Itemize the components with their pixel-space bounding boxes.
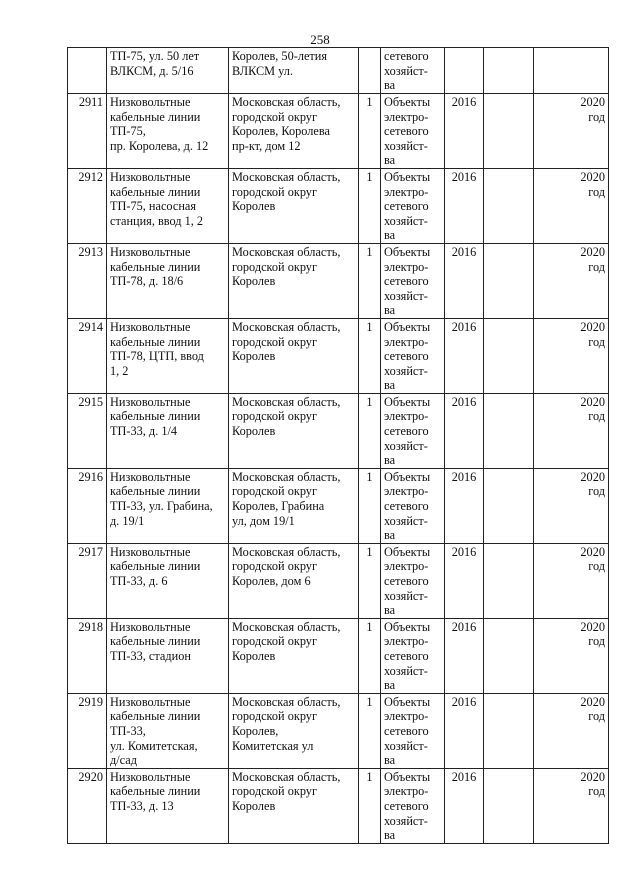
object-name-line: Низковольтные	[110, 244, 191, 259]
object-type-line: ва	[384, 528, 396, 543]
cell-year: 2016	[445, 543, 484, 618]
cell-quantity: 1	[359, 618, 381, 693]
object-name-line: ТП-33, д. 6	[110, 574, 168, 588]
cell-year: 2016	[445, 393, 484, 468]
term-line: год	[588, 709, 605, 724]
cell-address	[229, 768, 359, 843]
object-type-line: Объекты	[384, 769, 431, 784]
object-name-line: кабельные линии	[110, 784, 201, 799]
table-row	[68, 393, 609, 468]
cell-number: 2913	[68, 243, 107, 318]
address-line: Королев, дом 6	[232, 574, 311, 588]
object-name-line: Низковольтные	[110, 694, 191, 709]
cell-object-name	[107, 693, 229, 768]
term-line: 2020	[580, 769, 605, 784]
object-type-line: электро-	[384, 559, 429, 574]
cell-blank	[484, 393, 534, 468]
object-type-line: электро-	[384, 109, 429, 124]
cell-quantity	[359, 48, 381, 94]
cell-object-name	[107, 168, 229, 243]
object-type-line: электро-	[384, 709, 429, 724]
object-type-line: Объекты	[384, 394, 431, 409]
address-line: Королев	[232, 798, 276, 813]
address-line: городской округ	[232, 559, 317, 574]
cell-object-type	[381, 543, 445, 618]
cell-number: 2918	[68, 618, 107, 693]
cell-quantity: 1	[359, 543, 381, 618]
object-type-line: хозяйст-	[384, 813, 428, 828]
table-row	[68, 94, 609, 169]
cell-number: 2911	[68, 94, 107, 169]
cell-quantity: 1	[359, 318, 381, 393]
term-line: 2020	[580, 319, 605, 334]
cell-year: 2016	[445, 94, 484, 169]
cell-quantity: 1	[359, 768, 381, 843]
cell-quantity: 1	[359, 468, 381, 543]
term-line: год	[588, 109, 605, 124]
address-line: ВЛКСМ ул.	[232, 63, 293, 78]
object-type-line: сетевого	[384, 49, 429, 63]
object-name-line: кабельные линии	[110, 109, 201, 124]
address-line: Королев	[232, 274, 276, 289]
address-line: городской округ	[232, 634, 317, 649]
object-type-line: хозяйст-	[384, 63, 428, 78]
table-row	[68, 243, 609, 318]
cell-year: 2016	[445, 693, 484, 768]
cell-object-type	[381, 693, 445, 768]
object-type-line: Объекты	[384, 694, 431, 709]
term-line: 2020	[580, 694, 605, 709]
cell-blank	[484, 94, 534, 169]
object-type-line: сетевого	[384, 199, 429, 214]
term-line: год	[588, 634, 605, 649]
address-line: городской округ	[232, 709, 317, 724]
object-type-line: сетевого	[384, 574, 429, 588]
cell-blank	[484, 543, 534, 618]
object-type-line: сетевого	[384, 723, 429, 738]
address-line: Московская область,	[232, 694, 341, 709]
object-name-line: Низковольтные	[110, 544, 191, 559]
object-type-line: ва	[384, 453, 396, 468]
cell-object-type	[381, 393, 445, 468]
address-line: Московская область,	[232, 469, 341, 484]
object-type-line: ва	[384, 678, 396, 693]
cell-address	[229, 468, 359, 543]
cell-year: 2016	[445, 318, 484, 393]
table-row	[68, 318, 609, 393]
address-line: Комитетская ул	[232, 738, 314, 753]
cell-object-type	[381, 618, 445, 693]
object-type-line: хозяйст-	[384, 663, 428, 678]
cell-term	[534, 618, 609, 693]
object-name-line: пр. Королева, д. 12	[110, 138, 209, 153]
object-type-line: ва	[384, 828, 396, 843]
object-name-line: Низковольтные	[110, 469, 191, 484]
object-name-line: ТП-78, д. 18/6	[110, 274, 184, 289]
cell-term	[534, 168, 609, 243]
address-line: Королев	[232, 199, 276, 214]
object-type-line: Объекты	[384, 95, 431, 109]
object-name-line: д/сад	[110, 753, 137, 768]
page-number: 258	[310, 32, 330, 47]
cell-object-name	[107, 468, 229, 543]
object-name-line: Низковольтные	[110, 769, 191, 784]
cell-year: 2016	[445, 468, 484, 543]
cell-number: 2912	[68, 168, 107, 243]
object-type-line: ва	[384, 603, 396, 618]
object-type-line: электро-	[384, 784, 429, 799]
object-name-line: кабельные линии	[110, 709, 201, 724]
address-line: Московская область,	[232, 244, 341, 259]
table-row	[68, 468, 609, 543]
table-body	[68, 48, 609, 844]
object-name-line: Низковольтные	[110, 169, 191, 184]
object-name-line: Низковольтные	[110, 394, 191, 409]
cell-number: 2920	[68, 768, 107, 843]
cell-object-type	[381, 94, 445, 169]
cell-number	[68, 48, 107, 94]
cell-blank	[484, 693, 534, 768]
object-type-line: электро-	[384, 409, 429, 424]
address-line: пр-кт, дом 12	[232, 138, 301, 153]
address-line: городской округ	[232, 484, 317, 499]
object-name-line: ТП-75,	[110, 124, 146, 139]
object-type-line: ва	[384, 378, 396, 393]
address-line: ул, дом 19/1	[232, 513, 295, 528]
cell-quantity: 1	[359, 243, 381, 318]
object-name-line: ТП-33, стадион	[110, 648, 191, 663]
object-type-line: сетевого	[384, 349, 429, 364]
object-name-line: станция, ввод 1, 2	[110, 213, 204, 228]
cell-address	[229, 243, 359, 318]
cell-address	[229, 94, 359, 169]
address-line: Королев	[232, 648, 276, 663]
object-type-line: сетевого	[384, 274, 429, 289]
object-type-line: Объекты	[384, 319, 431, 334]
cell-quantity: 1	[359, 168, 381, 243]
cell-object-name	[107, 48, 229, 94]
object-type-line: электро-	[384, 484, 429, 499]
object-name-line: кабельные линии	[110, 334, 201, 349]
term-line: год	[588, 184, 605, 199]
object-name-line: ТП-33, д. 1/4	[110, 424, 178, 439]
cell-address	[229, 618, 359, 693]
cell-object-name	[107, 243, 229, 318]
term-line: год	[588, 259, 605, 274]
object-type-line: электро-	[384, 184, 429, 199]
cell-blank	[484, 768, 534, 843]
cell-year: 2016	[445, 168, 484, 243]
object-name-line: д. 19/1	[110, 513, 145, 528]
address-line: городской округ	[232, 109, 317, 124]
object-name-line: Низковольтные	[110, 95, 191, 109]
cell-term	[534, 693, 609, 768]
object-type-line: Объекты	[384, 244, 431, 259]
object-type-line: хозяйст-	[384, 213, 428, 228]
term-line: год	[588, 409, 605, 424]
object-type-line: сетевого	[384, 798, 429, 813]
term-line: 2020	[580, 469, 605, 484]
cell-year: 2016	[445, 243, 484, 318]
cell-object-name	[107, 768, 229, 843]
cell-number: 2919	[68, 693, 107, 768]
object-type-line: Объекты	[384, 469, 431, 484]
object-name-line: кабельные линии	[110, 484, 201, 499]
address-line: городской округ	[232, 334, 317, 349]
object-name-line: кабельные линии	[110, 259, 201, 274]
object-type-line: ва	[384, 228, 396, 243]
cell-object-name	[107, 393, 229, 468]
address-line: городской округ	[232, 259, 317, 274]
object-type-line: сетевого	[384, 124, 429, 139]
address-line: городской округ	[232, 184, 317, 199]
table-row	[68, 618, 609, 693]
cell-term	[534, 94, 609, 169]
address-line: Московская область,	[232, 169, 341, 184]
object-name-line: кабельные линии	[110, 634, 201, 649]
object-name-line: кабельные линии	[110, 559, 201, 574]
table-row	[68, 768, 609, 843]
address-line: Московская область,	[232, 95, 341, 109]
cell-quantity: 1	[359, 393, 381, 468]
cell-object-name	[107, 318, 229, 393]
cell-object-type	[381, 318, 445, 393]
object-type-line: Объекты	[384, 619, 431, 634]
table-row	[68, 693, 609, 768]
address-line: Московская область,	[232, 544, 341, 559]
cell-blank	[484, 243, 534, 318]
term-line: 2020	[580, 619, 605, 634]
term-line: год	[588, 559, 605, 574]
object-name-line: ул. Комитетская,	[110, 738, 198, 753]
object-type-line: электро-	[384, 634, 429, 649]
cell-year: 2016	[445, 768, 484, 843]
address-line: Московская область,	[232, 619, 341, 634]
cell-address	[229, 168, 359, 243]
address-line: городской округ	[232, 784, 317, 799]
term-line: 2020	[580, 244, 605, 259]
object-name-line: ТП-33, д. 13	[110, 798, 174, 813]
address-line: Королев, 50-летия	[232, 49, 328, 63]
object-name-line: ВЛКСМ, д. 5/16	[110, 63, 194, 78]
object-type-line: ва	[384, 753, 396, 768]
cell-term	[534, 243, 609, 318]
cell-blank	[484, 468, 534, 543]
address-line: Московская область,	[232, 769, 341, 784]
term-line: 2020	[580, 544, 605, 559]
cell-address	[229, 393, 359, 468]
cell-object-type	[381, 243, 445, 318]
term-line: 2020	[580, 169, 605, 184]
cell-number: 2917	[68, 543, 107, 618]
cell-term	[534, 393, 609, 468]
cell-year	[445, 48, 484, 94]
address-line: Королев, Грабина	[232, 499, 325, 514]
address-line: Московская область,	[232, 319, 341, 334]
term-line: 2020	[580, 394, 605, 409]
object-type-line: электро-	[384, 259, 429, 274]
cell-blank	[484, 318, 534, 393]
object-type-line: ва	[384, 303, 396, 318]
cell-address	[229, 693, 359, 768]
cell-object-type	[381, 168, 445, 243]
cell-object-type	[381, 48, 445, 94]
object-name-line: ТП-75, насосная	[110, 199, 197, 214]
cell-quantity: 1	[359, 693, 381, 768]
cell-blank	[484, 168, 534, 243]
cell-address	[229, 48, 359, 94]
object-type-line: хозяйст-	[384, 363, 428, 378]
object-type-line: сетевого	[384, 499, 429, 514]
object-name-line: кабельные линии	[110, 184, 201, 199]
object-type-line: хозяйст-	[384, 138, 428, 153]
object-type-line: хозяйст-	[384, 288, 428, 303]
cell-object-name	[107, 543, 229, 618]
table-row	[68, 543, 609, 618]
address-line: Королев,	[232, 723, 279, 738]
object-type-line: электро-	[384, 334, 429, 349]
address-line: городской округ	[232, 409, 317, 424]
address-line: Московская область,	[232, 394, 341, 409]
object-name-line: ТП-33, ул. Грабина,	[110, 499, 213, 514]
cell-term	[534, 48, 609, 94]
object-type-line: хозяйст-	[384, 513, 428, 528]
object-type-line: ва	[384, 153, 396, 168]
object-type-line: хозяйст-	[384, 438, 428, 453]
address-line: Королев	[232, 424, 276, 439]
cell-year: 2016	[445, 618, 484, 693]
object-name-line: 1, 2	[110, 363, 129, 378]
object-type-line: хозяйст-	[384, 738, 428, 753]
cell-object-name	[107, 618, 229, 693]
cell-object-type	[381, 768, 445, 843]
object-type-line: ва	[384, 78, 396, 93]
object-name-line: ТП-75, ул. 50 лет	[110, 49, 200, 63]
object-name-line: кабельные линии	[110, 409, 201, 424]
address-line: Королев, Королева	[232, 124, 330, 139]
cell-term	[534, 768, 609, 843]
cell-quantity: 1	[359, 94, 381, 169]
registry-table	[67, 47, 609, 844]
cell-term	[534, 318, 609, 393]
table-row-continuation	[68, 48, 609, 94]
cell-address	[229, 318, 359, 393]
cell-term	[534, 543, 609, 618]
cell-number: 2914	[68, 318, 107, 393]
object-name-line: Низковольтные	[110, 619, 191, 634]
object-name-line: ТП-33,	[110, 723, 146, 738]
table-row	[68, 168, 609, 243]
cell-blank	[484, 618, 534, 693]
cell-term	[534, 468, 609, 543]
term-line: год	[588, 484, 605, 499]
object-type-line: сетевого	[384, 648, 429, 663]
cell-number: 2916	[68, 468, 107, 543]
cell-object-name	[107, 94, 229, 169]
object-type-line: сетевого	[384, 424, 429, 439]
cell-number: 2915	[68, 393, 107, 468]
cell-address	[229, 543, 359, 618]
object-name-line: Низковольтные	[110, 319, 191, 334]
cell-object-type	[381, 468, 445, 543]
term-line: год	[588, 784, 605, 799]
object-type-line: Объекты	[384, 169, 431, 184]
object-type-line: хозяйст-	[384, 588, 428, 603]
object-name-line: ТП-78, ЦТП, ввод	[110, 349, 204, 364]
term-line: 2020	[580, 95, 605, 109]
term-line: год	[588, 334, 605, 349]
cell-blank	[484, 48, 534, 94]
object-type-line: Объекты	[384, 544, 431, 559]
address-line: Королев	[232, 349, 276, 364]
